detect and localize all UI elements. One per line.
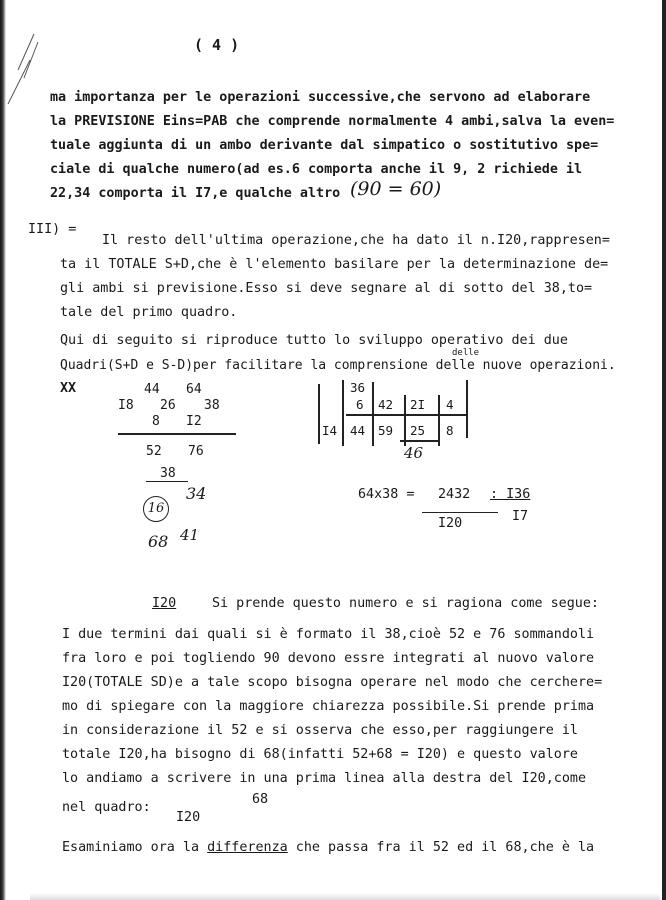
paragraph-3-line-2: Quadri(S+D e S-D)per facilitare la comprensione delle nuove operazioni. (60, 358, 616, 373)
left-sum-a: 52 (146, 444, 162, 459)
handwritten-46: 46 (404, 444, 424, 462)
scan-edge-right (662, 0, 666, 900)
paragraph-4-line-7: lo andiamo a scrivere in una prima linea alla destra del I20,come (62, 771, 587, 786)
left-total: 38 (160, 466, 176, 481)
left-row2-c: 38 (204, 398, 220, 413)
scan-bottom-edge (30, 893, 660, 900)
grid-r2-c4: 8 (446, 423, 454, 438)
circled-number: 16 (143, 496, 169, 522)
quadro-label: nel quadro: (62, 800, 151, 815)
interlinear-word: delle (452, 348, 480, 358)
page-number: ( 4 ) (194, 36, 240, 54)
paragraph-1-line-5: 22,34 comporta il I7,e qualche altro (50, 186, 341, 201)
calc-quotient: I7 (512, 509, 529, 524)
paragraph-4-line-3: I20(TOTALE SD)e a tale scopo bisogna operare nel modo che cerchere= (62, 675, 603, 690)
calc-rule (422, 512, 498, 513)
quadro-top-value: 68 (252, 792, 269, 807)
grid-r2-c2: 59 (378, 423, 394, 438)
grid-r1-c4: 4 (446, 397, 454, 412)
grid-line-h1 (346, 414, 466, 416)
grid-line-v3 (404, 395, 406, 446)
grid-bottom-bracket (400, 440, 440, 442)
diagram-marker: XX (60, 381, 77, 396)
paragraph-4-line-4: mo di spiegare con la maggiore chiarezza possibile.Si prende prima (62, 699, 595, 714)
pencil-scribble-mark (4, 30, 44, 110)
scan-edge-left (0, 0, 6, 900)
paragraph-1-line-3: tuale aggiunta di un ambo derivante dal simpatico o sostitutivo spe= (50, 138, 599, 153)
grid-line-v1 (342, 380, 344, 446)
last-line-before: Esaminiamo ora la (62, 840, 208, 855)
paragraph-1-line-1: ma importanza per le operazioni successive,che servono ad elaborare (50, 90, 591, 105)
calc-divisor: : I36 (490, 487, 531, 502)
grid-r2-c1: 44 (350, 423, 366, 438)
paragraph-4-line-6: totale I20,ha bisogno di 68(infatti 52+68 = I20) e questo valore (62, 747, 578, 762)
grid-line-outer-left (318, 384, 320, 444)
paragraph-4-line-1: I due termini dai quali si è formato il 38,cioè 52 e 76 sommandoli (62, 627, 595, 642)
calc-product: 64x38 = (358, 487, 415, 502)
handwritten-note-90-60: (90 = 60) (350, 178, 442, 200)
grid-r1-c2: 42 (378, 397, 394, 412)
handwritten-34: 34 (186, 484, 207, 503)
calc-result: 2432 (438, 487, 471, 502)
left-row1-b: 64 (186, 382, 202, 397)
grid-line-v4 (438, 395, 440, 446)
grid-r2-c3: 25 (410, 423, 426, 438)
handwritten-41: 41 (180, 526, 200, 544)
paragraph-2-line-2: ta il TOTALE S+D,che è l'elemento basilare per la determinazione de= (60, 257, 609, 272)
left-row2-b: 26 (160, 398, 176, 413)
left-row1-a: 44 (144, 382, 160, 397)
grid-line-v5 (466, 380, 468, 438)
grid-r1-c1: 6 (356, 397, 364, 412)
paragraph-2-line-3: gli ambi si previsione.Esso si deve segnare al di sotto del 38,to= (60, 281, 593, 296)
paragraph-2-line-1: Il resto dell'ultima operazione,che ha dato il n.I20,rappresen= (102, 233, 610, 248)
calc-remainder: I20 (438, 516, 463, 531)
last-line-after: che passa fra il 52 ed il 68,che è la (287, 840, 595, 855)
paragraph-1-line-2: la PREVISIONE Eins=PAB che comprende normalmente 4 ambi,salva la even= (50, 114, 615, 129)
paragraph-4-number: I20 (152, 596, 177, 611)
paragraph-2-line-4: tale del primo quadro. (60, 305, 238, 320)
left-sum-rule (118, 433, 236, 435)
paragraph-4-heading: Si prende questo numero e si ragiona come segue: (212, 596, 599, 611)
section-label: III) = (28, 222, 77, 237)
paragraph-3-line-1: Qui di seguito si riproduce tutto lo sviluppo operativo dei due (60, 333, 568, 348)
left-row2-a: I8 (118, 398, 134, 413)
left-sum-b: 76 (188, 444, 204, 459)
last-line-underlined: differenza (207, 840, 288, 855)
grid-row-label: I4 (322, 423, 338, 438)
grid-top-cell: 36 (350, 380, 366, 395)
grid-r1-c3: 2I (410, 397, 426, 412)
left-row3-b: I2 (186, 414, 202, 429)
paragraph-1-line-4: ciale di qualche numero(ad es.6 comporta anche il 9, 2 richiede il (50, 162, 583, 177)
left-total-rule (146, 481, 188, 482)
handwritten-68: 68 (148, 532, 169, 551)
quadro-bottom-value: I20 (176, 810, 201, 825)
paragraph-4-line-5: in considerazione il 52 e si osserva che esso,per raggiungere il (62, 723, 578, 738)
left-row3-a: 8 (152, 414, 160, 429)
paragraph-4-line-2: fra loro e poi togliendo 90 devono essre integrati al nuovo valore (62, 651, 595, 666)
last-line (62, 840, 594, 855)
